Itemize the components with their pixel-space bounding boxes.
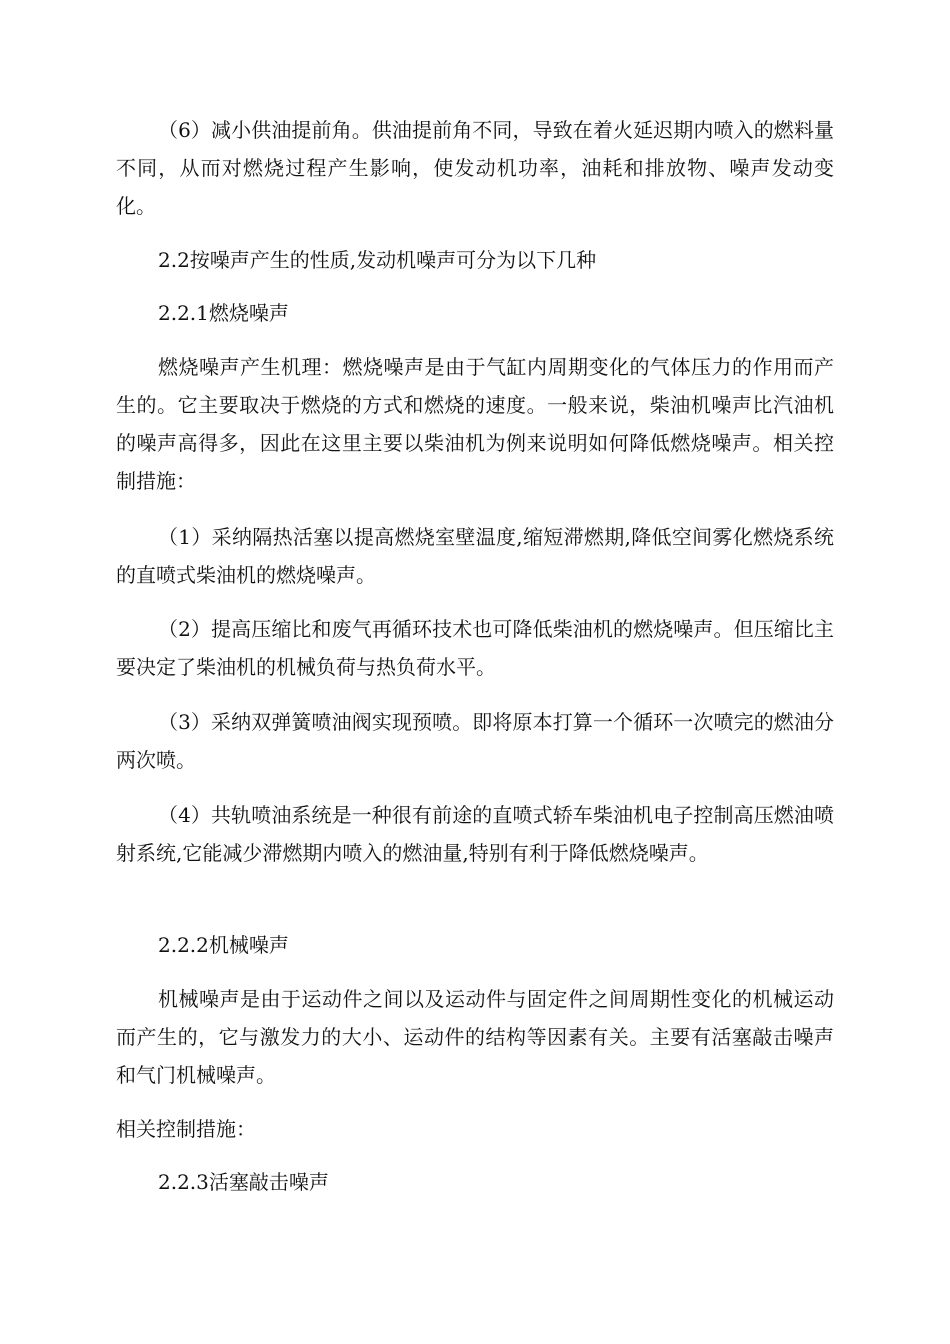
paragraph-measure-3: （3）采纳双弹簧喷油阀实现预喷。即将原本打算一个循环一次喷完的燃油分两次喷。 [116, 710, 834, 772]
paragraph-measure-2: （2）提高压缩比和废气再循环技术也可降低柴油机的燃烧噪声。但压缩比主要决定了柴油机的机械负荷与热负荷水平。 [116, 617, 834, 679]
paragraph-mechanical-noise: 机械噪声是由于运动件之间以及运动件与固定件之间周期性变化的机械运动而产生的，它与激发力的大小、运动件的结构等因素有关。主要有活塞敲击噪声和气门机械噪声。 [116, 987, 834, 1087]
section-heading-2-2-3: 2.2.3活塞敲击噪声 [158, 1170, 329, 1194]
section-heading-2-2-1: 2.2.1燃烧噪声 [158, 301, 289, 325]
section-heading-2-2: 2.2按噪声产生的性质,发动机噪声可分为以下几种 [158, 248, 597, 272]
paragraph-measure-1: （1）采纳隔热活塞以提高燃烧室壁温度,缩短滞燃期,降低空间雾化燃烧系统的直喷式柴油机的燃烧噪声。 [116, 525, 834, 587]
paragraph-combustion-noise: 燃烧噪声产生机理：燃烧噪声是由于气缸内周期变化的气体压力的作用而产生的。它主要取决于燃烧的方式和燃烧的速度。一般来说，柴油机噪声比汽油机的噪声高得多，因此在这里主要以柴油机为例来说明如何降低燃烧噪声。相关控制措施： [116, 355, 834, 493]
section-heading-2-2-2: 2.2.2机械噪声 [158, 933, 289, 957]
paragraph-control-measures: 相关控制措施： [116, 1117, 256, 1141]
paragraph-injection-advance: （6）减小供油提前角。供油提前角不同，导致在着火延迟期内喷入的燃料量不同，从而对燃烧过程产生影响，使发动机功率，油耗和排放物、噪声发动变化。 [116, 118, 834, 218]
paragraph-measure-4: （4）共轨喷油系统是一种很有前途的直喷式轿车柴油机电子控制高压燃油喷射系统,它能减少滞燃期内喷入的燃油量,特别有利于降低燃烧噪声。 [116, 803, 834, 865]
